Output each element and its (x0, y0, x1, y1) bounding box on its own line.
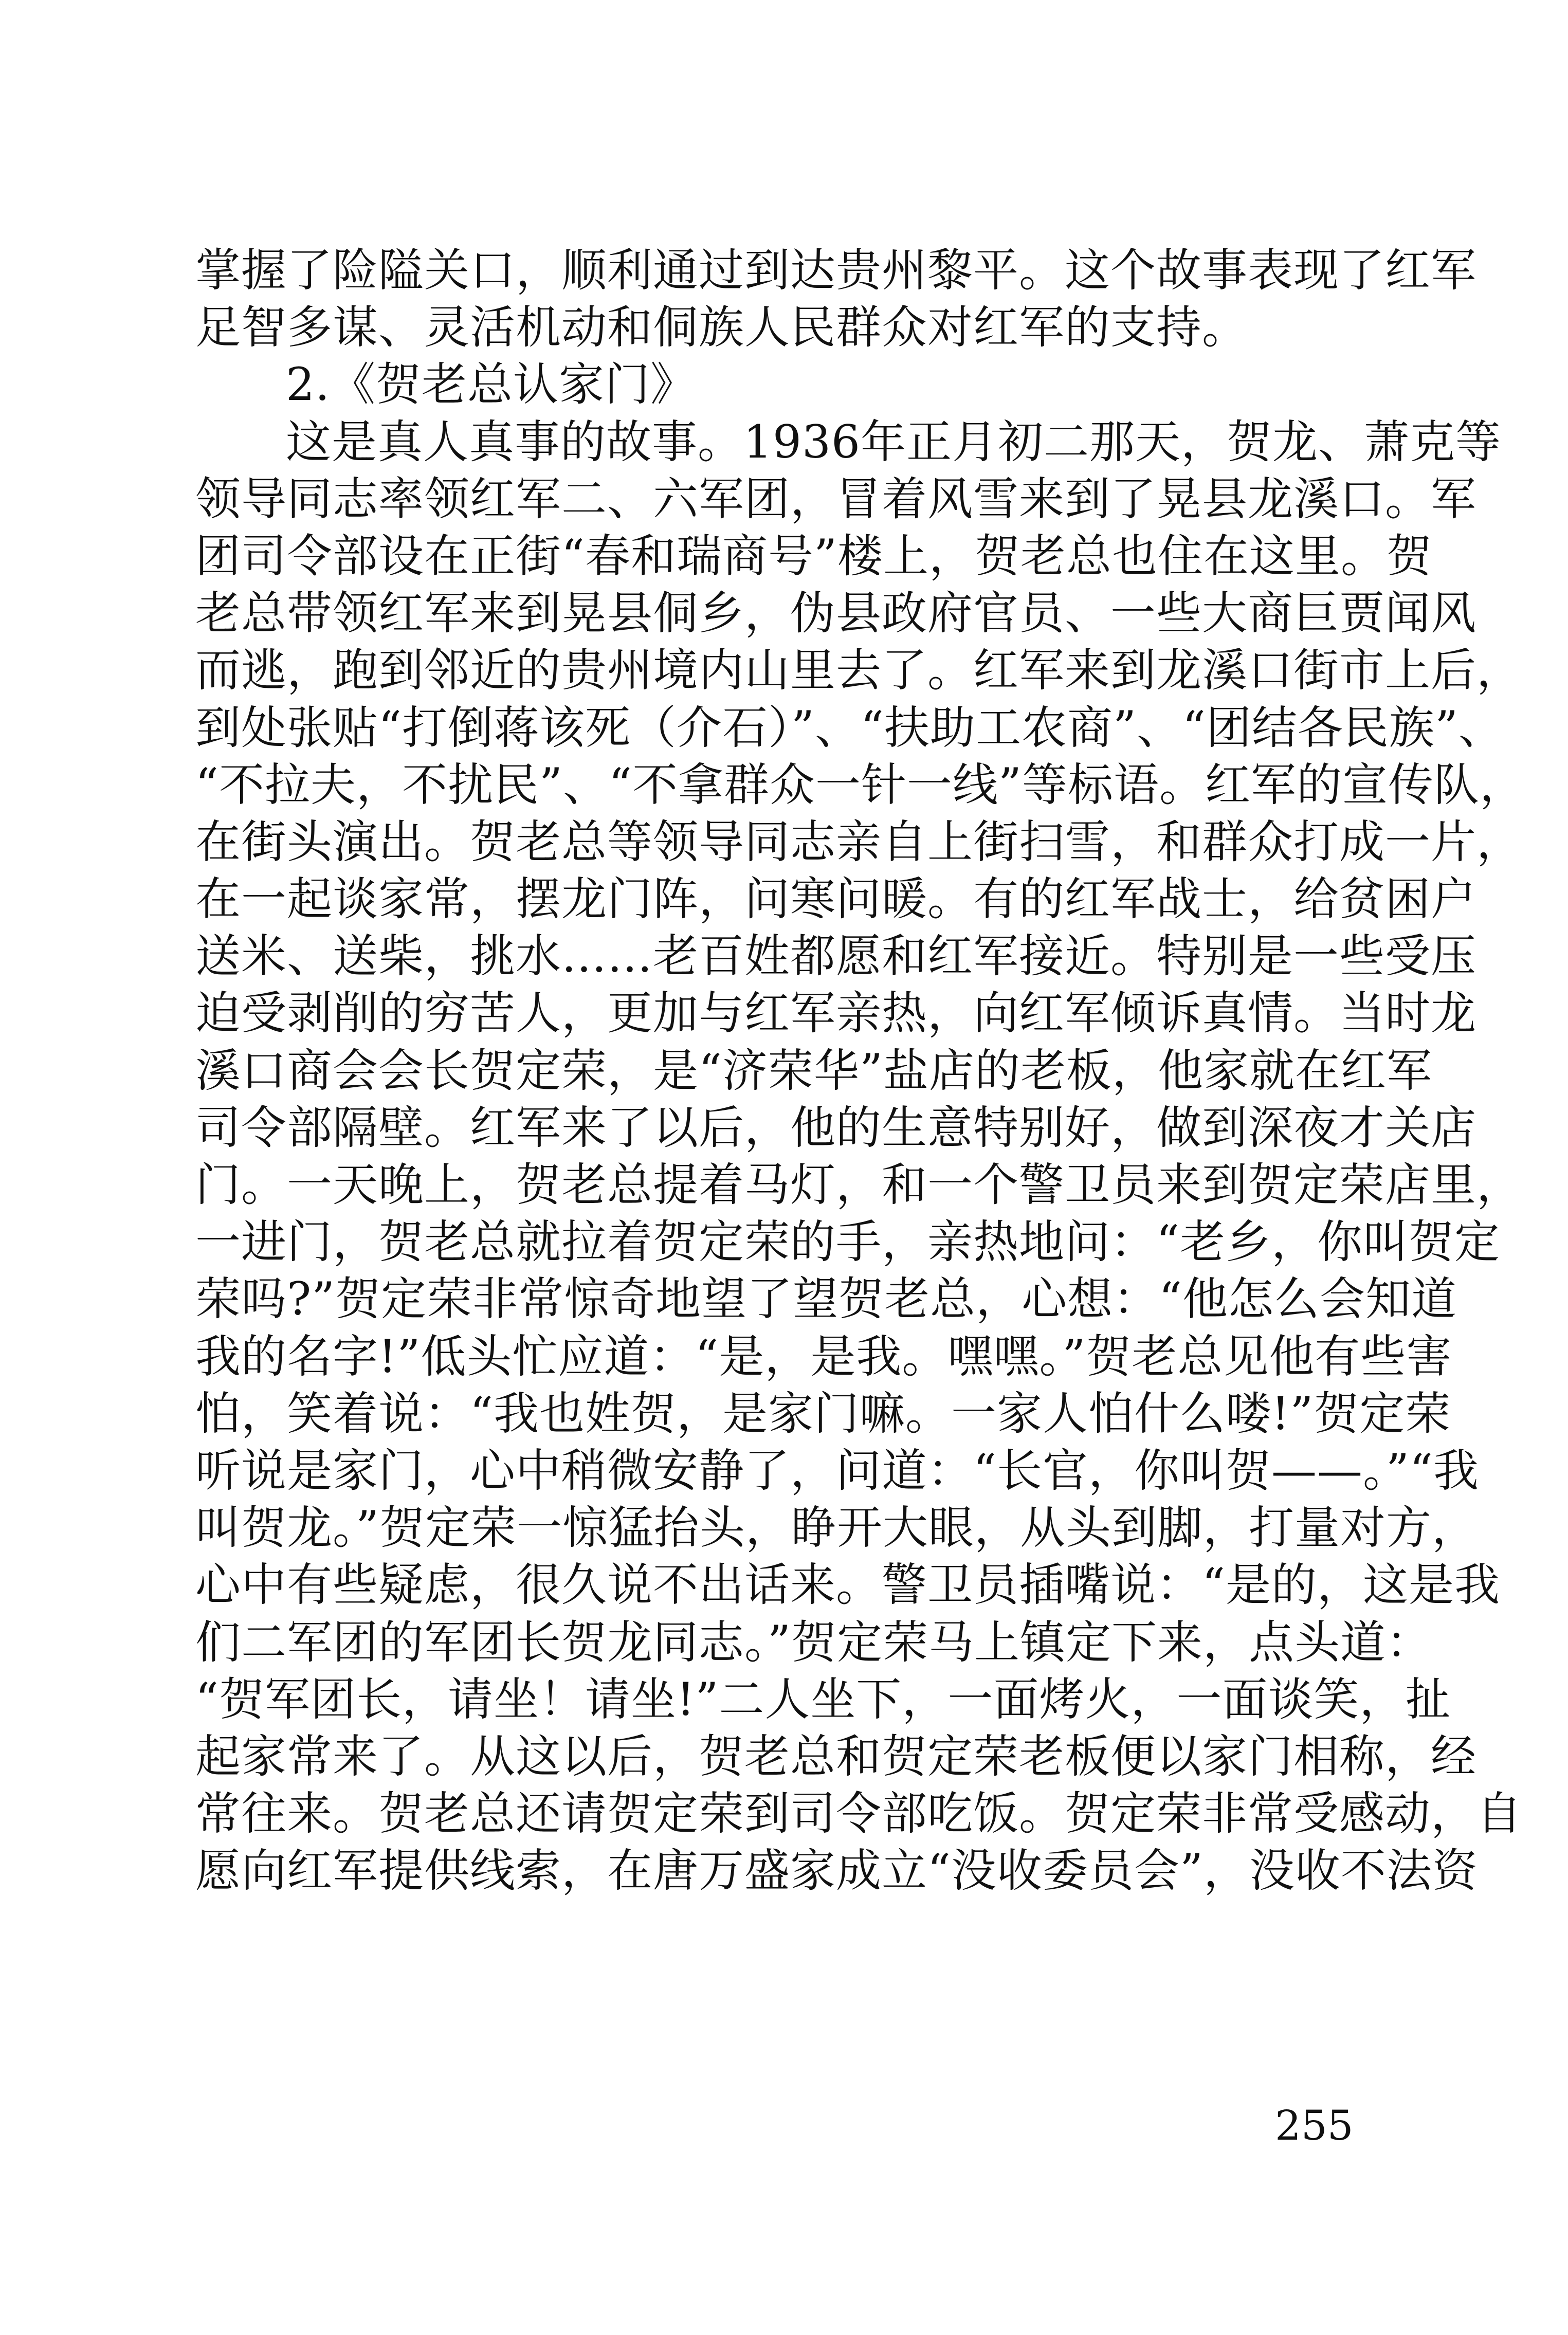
text-line: 司令部隔壁。红军来了以后，他的生意特别好，做到深夜才关店 (195, 1101, 1477, 1154)
page-number: 255 (1275, 2102, 1354, 2149)
text-line: 们二军团的军团长贺龙同志。”贺定荣马上镇定下来，点头道： (195, 1615, 1432, 1669)
text-line: 掌握了险隘关口，顺利通过到达贵州黎平。这个故事表现了红军 (195, 244, 1477, 297)
text-line: 门。一天晚上，贺老总提着马灯，和一个警卫员来到贺定荣店里， (195, 1158, 1523, 1211)
text-line: 团司令部设在正街“春和瑞商号”楼上，贺老总也住在这里。贺 (195, 529, 1432, 582)
text-line: 叫贺龙。”贺定荣一惊猛抬头，睁开大眼，从头到脚，打量对方， (195, 1501, 1478, 1555)
text-line: 领导同志率领红军二、六军团，冒着风雪来到了晃县龙溪口。军 (195, 472, 1477, 525)
text-line: 溪口商会会长贺定荣，是“济荣华”盐店的老板，他家就在红军 (195, 1044, 1432, 1097)
text-line: “不拉夫，不扰民”、“不拿群众一针一线”等标语。红军的宣传队， (195, 758, 1525, 811)
text-line: 起家常来了。从这以后，贺老总和贺定荣老板便以家门相称，经 (195, 1729, 1477, 1783)
text-line: 迫受剥削的穷苦人，更加与红军亲热，向红军倾诉真情。当时龙 (195, 987, 1477, 1040)
text-line: 这是真人真事的故事。1936年正月初二那天，贺龙、萧克等 (286, 415, 1501, 468)
text-line: 到处张贴“打倒蒋该死（介石）”、“扶助工农商”、“团结各民族”、 (195, 701, 1504, 754)
text-line: 足智多谋、灵活机动和侗族人民群众对红军的支持。 (195, 301, 1248, 354)
text-line: 而逃，跑到邻近的贵州境内山里去了。红军来到龙溪口街市上后， (195, 644, 1523, 697)
text-line: 荣吗?”贺定荣非常惊奇地望了望贺老总，心想：“他怎么会知道 (195, 1272, 1457, 1326)
body-text (195, 242, 1525, 1899)
text-line: 怕，笑着说：“我也姓贺，是家门嘛。一家人怕什么喽!”贺定荣 (195, 1387, 1451, 1440)
text-line: 我的名字!”低头忙应道：“是，是我。嘿嘿。”贺老总见他有些害 (195, 1329, 1452, 1383)
text-line: 一进门，贺老总就拉着贺定荣的手，亲热地问：“老乡，你叫贺定 (195, 1215, 1500, 1269)
text-line: 在一起谈家常，摆龙门阵，问寒问暖。有的红军战士，给贫困户 (195, 872, 1477, 926)
text-line: 常往来。贺老总还请贺定荣到司令部吃饭。贺定荣非常受感动，自 (195, 1787, 1523, 1840)
text-line: 听说是家门，心中稍微安静了，问道：“长官，你叫贺——。”“我 (195, 1444, 1479, 1497)
text-line: 愿向红军提供线索，在唐万盛家成立“没收委员会”，没收不法资 (195, 1844, 1478, 1898)
text-line: 在街头演出。贺老总等领导同志亲自上街扫雪，和群众打成一片， (195, 815, 1523, 868)
text-line: “贺军团长，请坐！请坐!”二人坐下，一面烤火，一面谈笑，扯 (195, 1672, 1451, 1726)
text-line: 老总带领红军来到晃县侗乡，伪县政府官员、一些大商巨贾闻风 (195, 587, 1477, 640)
text-line: 心中有些疑虑，很久说不出话来。警卫员插嘴说：“是的，这是我 (195, 1558, 1500, 1612)
text-line: 送米、送柴，挑水……老百姓都愿和红军接近。特别是一些受压 (195, 929, 1477, 983)
section-heading: 2.《贺老总认家门》 (286, 358, 696, 411)
